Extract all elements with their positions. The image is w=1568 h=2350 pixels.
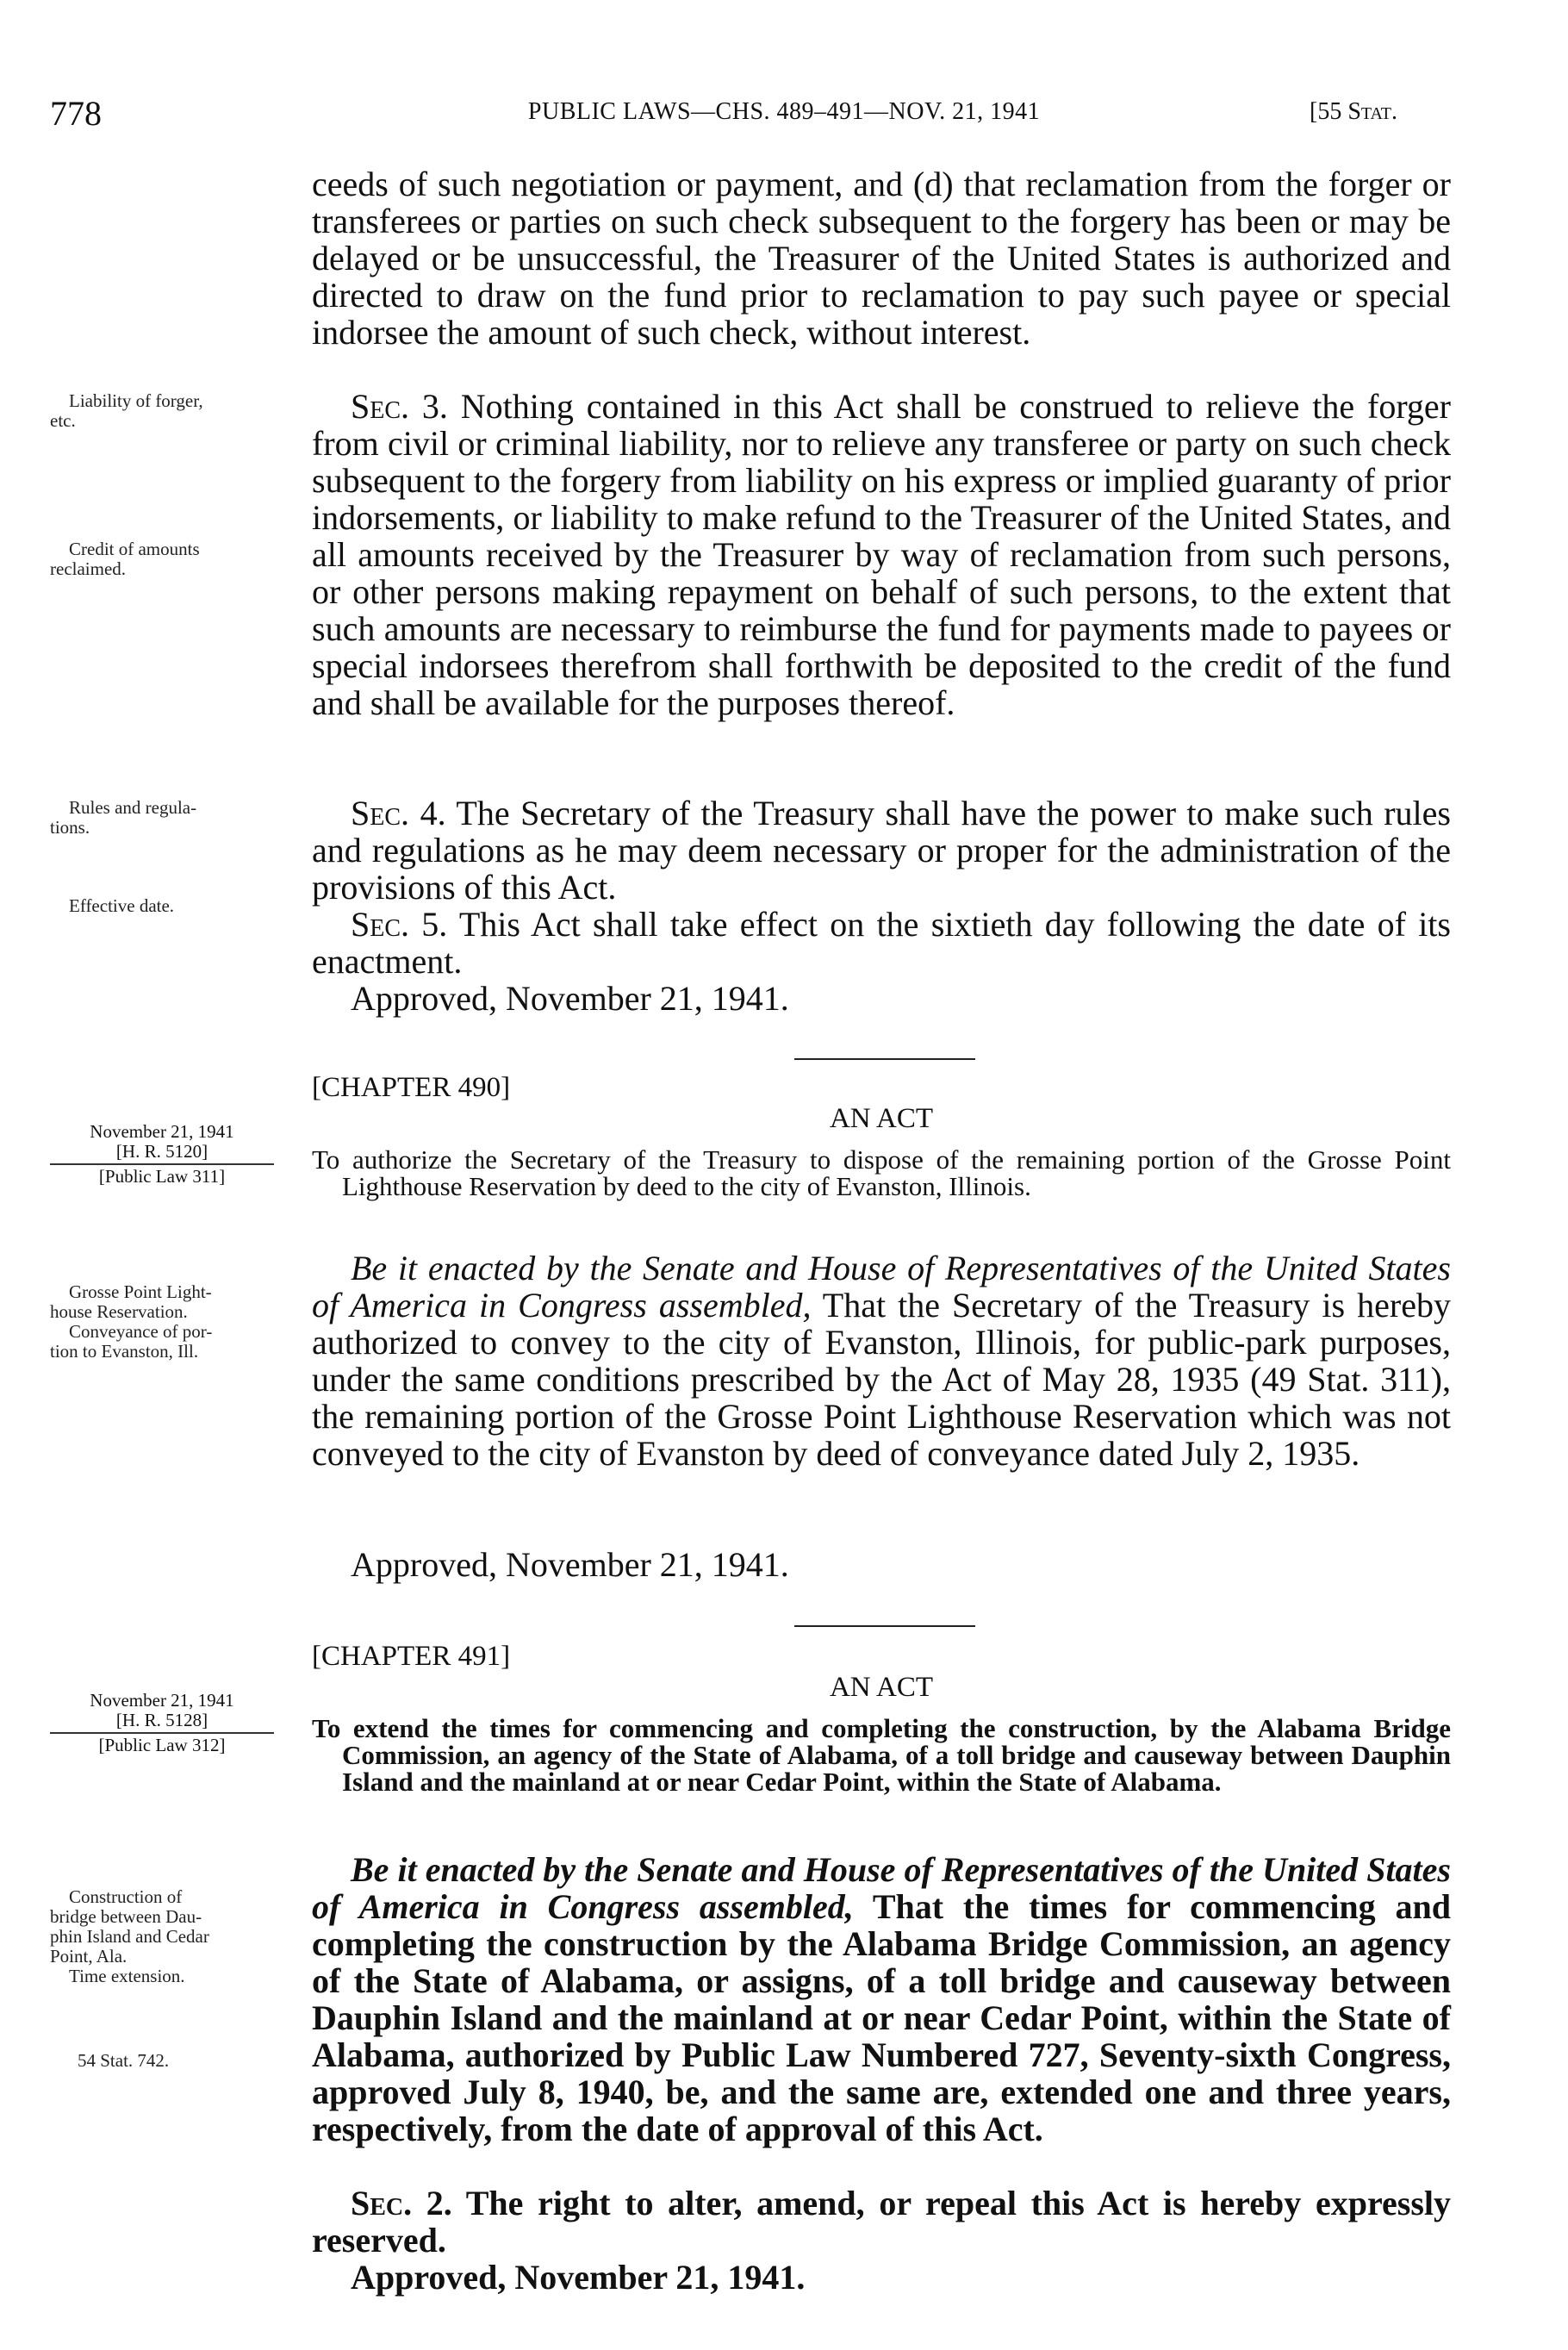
chapter-491-an-act: AN ACT	[829, 1672, 934, 1703]
margin-note-credit	[50, 539, 200, 579]
section-4-label: Sec. 4.	[351, 794, 446, 832]
margin-note-rules-line1: Rules and regula-	[69, 797, 197, 818]
margin-note-rules	[50, 798, 196, 838]
chapter-490-purpose: To authorize the Secretary of the Treasury to dispose of the remaining portion of the Grosse Point Lighthouse Reservation by deed to the city of Evanston, Illinois.	[312, 1144, 1451, 1201]
chapter-491-enacting-clause: Be it enacted by the Senate and House of Representatives of the United States of America in Congress assembled,	[312, 1850, 1451, 1926]
chapter-490-body-text: That the Secretary of the Treasury is hereby authorized to convey to the city of Evanston, Illinois, for public-park purposes, under the same conditions prescribed by the Act of May 28, 1935 (49 Stat. 311), the remaining portion of the Grosse Point Lighthouse Reservation which was not conveyed to the city of Evanston by deed of conveyance dated July 2, 1935.	[312, 1286, 1451, 1473]
approval-line-491: Approved, November 21, 1941.	[351, 2258, 806, 2297]
chapter-491-margin-rule	[50, 1732, 274, 1734]
approval-line-489: Approved, November 21, 1941.	[351, 979, 789, 1018]
chapter-490-margin-note-line2: house Reservation.	[50, 1301, 188, 1322]
section-4-text: The Secretary of the Treasury shall have the power to make such rules and regulations as he may deem necessary or proper for the administration of the provisions of this Act.	[312, 794, 1451, 907]
chapter-490-margin-note	[50, 1282, 212, 1362]
margin-note-liability-line1: Liability of forger,	[69, 390, 203, 411]
chapter-490-margin-rule	[50, 1163, 274, 1165]
chapter-491-section-2	[312, 2185, 1451, 2259]
chapter-491-margin-note-line3: phin Island and Cedar	[50, 1926, 209, 1947]
section-3-label: Sec. 3.	[351, 387, 448, 426]
chapter-490-margin-note-line1: Grosse Point Light-	[69, 1281, 212, 1302]
chapter-491-heading: [CHAPTER 491]	[312, 1641, 511, 1672]
chapter-491-section-2-text: The right to alter, amend, or repeal this Act is hereby expressly reserved.	[312, 2184, 1451, 2260]
margin-note-effective: Effective date.	[69, 895, 175, 916]
chapter-490-an-act: AN ACT	[829, 1103, 934, 1134]
running-title: PUBLIC LAWS—CHS. 489–491—NOV. 21, 1941	[527, 98, 1041, 125]
continuation-paragraph: ceeds of such negotiation or payment, and (d) that reclamation from the forger or transferees or parties on such check subsequent to the forgery has been or may be delayed or be unsuccessful, the Treasurer of the United States is authorized and directed to draw on the fund prior to reclamation to pay such payee or special indorsee the amount of such check, without interest.	[312, 165, 1451, 352]
chapter-491-margin-date: November 21, 1941	[90, 1690, 234, 1711]
chapter-490-margin-date: November 21, 1941	[90, 1121, 234, 1142]
chapter-491-margin-bill: [H. R. 5128]	[115, 1710, 208, 1730]
chapter-491-body-text: That the times for commencing and completing the construction by the Alabama Bridge Commission, an agency of the State of Alabama, or assigns, of a toll bridge and causeway between Dauphin Island and the mainland at or near Cedar Point, within the State of Alabama, authorized by Public Law Numbered 727, Seventy-sixth Congress, approved July 8, 1940, be, and the same are, extended one and three years, respectively, from the date of approval of this Act.	[312, 1887, 1451, 2148]
chapter-491-margin-note-line1: Construction of	[69, 1886, 183, 1907]
margin-note-liability-line2: etc.	[50, 410, 76, 431]
section-3	[312, 388, 1451, 721]
chapter-491-margin-public-law: [Public Law 312]	[98, 1735, 226, 1755]
margin-note-rules-line2: tions.	[50, 817, 90, 838]
chapter-491-body	[312, 1851, 1451, 2147]
chapter-490-heading: [CHAPTER 490]	[312, 1072, 511, 1103]
chapter-490-body	[312, 1250, 1451, 1472]
margin-note-liability	[50, 391, 203, 431]
section-5-label: Sec. 5.	[351, 905, 448, 944]
chapter-491-margin-note-line4: Point, Ala.	[50, 1946, 128, 1967]
margin-note-credit-line1: Credit of amounts	[69, 539, 200, 559]
approval-line-490: Approved, November 21, 1941.	[351, 1545, 789, 1584]
chapter-491-margin-note	[50, 1887, 209, 1986]
section-3-text: Nothing contained in this Act shall be construed to relieve the forger from civil or criminal liability, nor to relieve any transferee or party on such check subsequent to the forgery from liability on his express or implied guaranty of prior indorsements, or liability to make refund to the Treasurer of the United States, and all amounts received by the Treasurer by way of reclamation from such persons, or other persons making repayment on behalf of such persons, to the extent that such amounts are necessary to reimburse the fund for payments made to payees or special indorsees therefrom shall forthwith be deposited to the credit of the fund and shall be available for the purposes thereof.	[312, 387, 1451, 722]
chapter-490-margin-public-law: [Public Law 311]	[98, 1166, 226, 1187]
chapter-491-divider	[794, 1625, 975, 1627]
chapter-491-purpose: To extend the times for commencing and completing the construction, by the Alabama Bridge Commission, an agency of the State of Alabama, of a toll bridge and causeway between Dauphin Island and the mainland at or near Cedar Point, within the State of Alabama.	[312, 1713, 1451, 1797]
statute-volume-word: Stat.	[1347, 98, 1397, 125]
chapter-491-margin-note-line5: Time extension.	[69, 1966, 185, 1986]
chapter-491-section-2-label: Sec. 2.	[351, 2184, 452, 2222]
chapter-491-margin-stat: 54 Stat. 742.	[78, 2050, 170, 2071]
chapter-490-margin-note-line3: Conveyance of por-	[69, 1321, 213, 1342]
chapter-490-enacting-clause: Be it enacted by the Senate and House of Representatives of the United States of America in Congress assembled,	[312, 1249, 1451, 1325]
section-5	[312, 906, 1451, 980]
page-number: 778	[50, 94, 102, 133]
statute-volume	[1310, 98, 1397, 126]
chapter-490-margin-note-line4: tion to Evanston, Ill.	[50, 1341, 199, 1362]
section-5-text: This Act shall take effect on the sixtieth day following the date of its enactment.	[312, 905, 1451, 981]
chapter-490-divider	[794, 1058, 975, 1060]
statute-volume-prefix: [55	[1310, 98, 1348, 125]
margin-note-credit-line2: reclaimed.	[50, 558, 127, 579]
chapter-491-margin-note-line2: bridge between Dau-	[50, 1906, 202, 1927]
section-4	[312, 795, 1451, 906]
chapter-490-margin-bill: [H. R. 5120]	[115, 1141, 208, 1162]
